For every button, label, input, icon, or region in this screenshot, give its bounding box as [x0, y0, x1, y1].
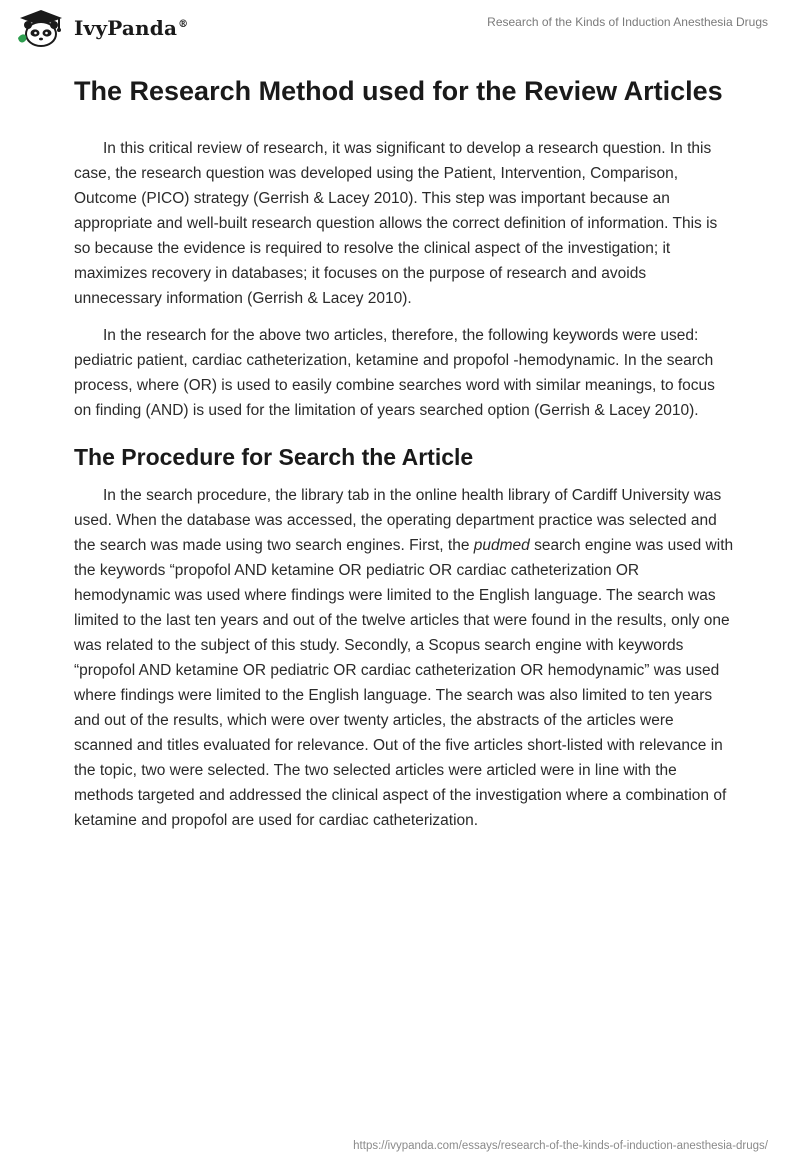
- ivypanda-logo[interactable]: [14, 8, 188, 48]
- paragraph: In the search procedure, the library tab in the online health library of Cardiff University was used. When the database was accessed, the operating department practice was selected and the search was made using two search engines. First, the pudmed search engine was used with the keywords “propofol AND ketamine OR pediatric OR cardiac catheterization OR hemodynamic was used where findings were limited to the English language. The search was limited to the last ten years and out of the twelve articles that were found in the results, only one was related to the subject of this study. Secondly, a Scopus search engine with keywords “propofol AND ketamine OR pediatric OR cardiac catheterization OR hemodynamic” was used where findings were limited to the English language. The search was also limited to ten years and out of the results, which were over twenty articles, the abstracts of the articles were scanned and titles evaluated for relevance. Out of the five articles short-listed with relevance in the topic, two were selected. The two selected articles were articled were in line with the methods targeted and addressed the clinical aspect of the investigation where a combination of ketamine and propofol are used for cardiac catheterization.: [74, 487, 734, 829]
- page-header: [0, 0, 800, 60]
- brand-name: IvyPanda®: [74, 16, 189, 40]
- running-title: Research of the Kinds of Induction Anesthesia Drugs: [487, 15, 768, 29]
- registered-mark: ®: [178, 19, 189, 31]
- section-heading-research-method: The Research Method used for the Review Articles: [74, 76, 723, 106]
- emphasis-pudmed: pudmed: [473, 537, 530, 554]
- paragraph: In the research for the above two articles, therefore, the following keywords were used: pediatric patient, cardiac catheterization, ketamine and propofol -hemodynamic. In the search process, where (OR) is used to easily combine searches word with similar meanings, to focus on finding (AND) is used for the limitation of years searched option (Gerrish & Lacey 2010).: [74, 327, 715, 419]
- source-url[interactable]: https://ivypanda.com/essays/research-of-the-kinds-of-induction-anesthesia-drugs/: [353, 1140, 768, 1152]
- paragraph: In this critical review of research, it was significant to develop a research question. In this case, the research question was developed using the Patient, Intervention, Comparison, Outcome (PICO) strategy (Gerrish & Lacey 2010). This step was important because an appropriate and well-built research question allows the correct definition of information. This is so because the evidence is required to resolve the clinical aspect of the investigation; it maximizes recovery in databases; it focuses on the purpose of research and avoids unnecessary information (Gerrish & Lacey 2010).: [74, 140, 718, 307]
- panda-graduate-icon: [14, 8, 68, 48]
- article-body: [74, 72, 734, 833]
- section-heading-search-procedure: The Procedure for Search the Article: [74, 444, 474, 470]
